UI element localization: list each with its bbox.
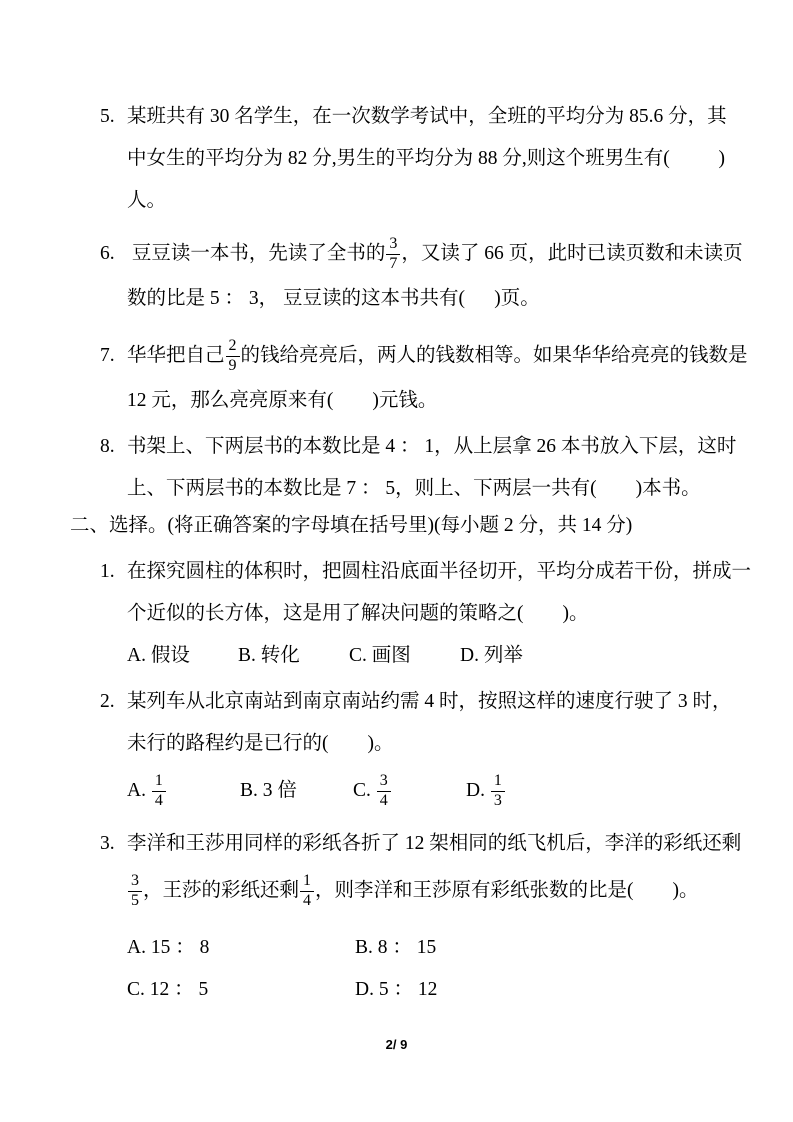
page-number: 2/ 9 (385, 1037, 408, 1052)
question-6-text: 豆豆读一本书，先读了全书的 (127, 243, 386, 264)
option-d: D. 列举 (460, 645, 523, 666)
option-c-label: C. (353, 780, 376, 801)
option-c: C. 12 ： 5 (127, 979, 209, 1000)
choice-3-options-row-1 (127, 927, 793, 969)
fraction-denominator: 7 (386, 254, 400, 273)
question-5-line-2: 中女生的平均分为 82 分,男生的平均分为 88 分,则这个班男生有( ) (127, 148, 725, 169)
fraction-3-5 (128, 873, 142, 910)
fraction-denominator: 9 (226, 356, 240, 375)
fraction-denominator: 3 (491, 791, 505, 810)
question-6-number: 6. (100, 243, 115, 264)
choice-3-line-2 (127, 865, 793, 917)
choice-1-options (127, 635, 793, 677)
question-6 (0, 230, 793, 320)
question-6-line-1 (127, 230, 793, 278)
question-8-number: 8. (100, 436, 115, 457)
question-7-text: 华华把自己 (127, 345, 225, 366)
choice-1-line-2: 个近似的长方体，这是用了解决问题的策略之( )。 (127, 603, 589, 624)
fraction-denominator: 5 (128, 891, 142, 910)
choice-2-line-2: 未行的路程约是已行的( )。 (127, 733, 394, 754)
option-b: B. 8 ： 15 (355, 937, 437, 958)
fraction-2-9 (226, 338, 240, 375)
option-b: B. 转化 (238, 645, 300, 666)
option-a (127, 765, 240, 817)
option-a: A. 假设 (127, 645, 190, 666)
choice-question-2 (0, 681, 793, 817)
fraction-numerator: 1 (303, 872, 312, 890)
question-6-text: ，又读了 66 页，此时已读页数和未读页 (401, 243, 743, 264)
option-a: A. 15 ： 8 (127, 937, 210, 958)
question-5-number: 5. (100, 106, 115, 127)
choice-2-options (127, 765, 793, 817)
question-8 (0, 426, 793, 510)
fraction-3-7 (386, 236, 400, 273)
question-8-line-2: 上、下两层书的本数比是 7 ： 5，则上、下两层一共有( )本书。 (127, 478, 701, 499)
question-5 (0, 96, 793, 222)
fraction-denominator: 4 (300, 891, 314, 910)
question-6-line-2: 数的比是 5 ： 3， 豆豆读的这本书共有( )页。 (127, 288, 540, 309)
choice-question-3 (0, 823, 793, 1011)
choice-question-1 (0, 551, 793, 677)
option-d: D. 5 ： 12 (355, 979, 438, 1000)
fraction-denominator: 4 (152, 791, 166, 810)
section-2-header: 二、选择。(将正确答案的字母填在括号里)(每小题 2 分，共 14 分) (70, 515, 633, 536)
option-d-label: D. (466, 780, 490, 801)
choice-2-line-1: 某列车从北京南站到南京南站约需 4 时，按照这样的速度行驶了 3 时， (127, 691, 732, 712)
fraction-1-4 (300, 873, 314, 910)
fraction-numerator: 3 (389, 235, 398, 253)
option-c (353, 765, 466, 817)
choice-3-text: ，王莎的彩纸还剩 (143, 880, 300, 901)
question-5-line-1: 某班共有 30 名学生，在一次数学考试中，全班的平均分为 85.6 分，其 (127, 106, 727, 127)
choice-1-line-1: 在探究圆柱的体积时，把圆柱沿底面半径切开，平均分成若干份，拼成一 (127, 561, 752, 582)
question-7-line-1 (127, 332, 793, 380)
fraction-3-4 (377, 773, 391, 810)
fraction-denominator: 4 (377, 791, 391, 810)
choice-1-number: 1. (100, 561, 115, 582)
option-d (466, 772, 506, 810)
fraction-1-3 (491, 773, 505, 810)
fraction-numerator: 1 (154, 772, 163, 790)
choice-2-number: 2. (100, 691, 115, 712)
fraction-numerator: 2 (228, 337, 237, 355)
fraction-numerator: 3 (379, 772, 388, 790)
option-a-label: A. (127, 780, 151, 801)
question-5-line-3: 人。 (127, 190, 167, 211)
question-7-text: 的钱给亮亮后，两人的钱数相等。如果华华给亮亮的钱数是 (240, 345, 748, 366)
choice-3-line-1: 李洋和王莎用同样的彩纸各折了 12 架相同的纸飞机后，李洋的彩纸还剩 (127, 833, 742, 854)
option-c: C. 画图 (349, 645, 411, 666)
fraction-numerator: 3 (131, 872, 139, 890)
choice-3-number: 3. (100, 833, 115, 854)
question-7 (0, 332, 793, 422)
option-b: B. 3 倍 (240, 780, 297, 801)
fraction-numerator: 1 (493, 772, 502, 790)
question-7-number: 7. (100, 345, 115, 366)
question-8-line-1: 书架上、下两层书的本数比是 4 ： 1，从上层拿 26 本书放入下层，这时 (127, 436, 737, 457)
fraction-1-4 (152, 773, 166, 810)
choice-3-text: ，则李洋和王莎原有彩纸张数的比是( )。 (315, 880, 699, 901)
choice-3-options-row-2 (127, 969, 793, 1011)
question-7-line-2: 12 元，那么亮亮原来有( )元钱。 (127, 390, 438, 411)
